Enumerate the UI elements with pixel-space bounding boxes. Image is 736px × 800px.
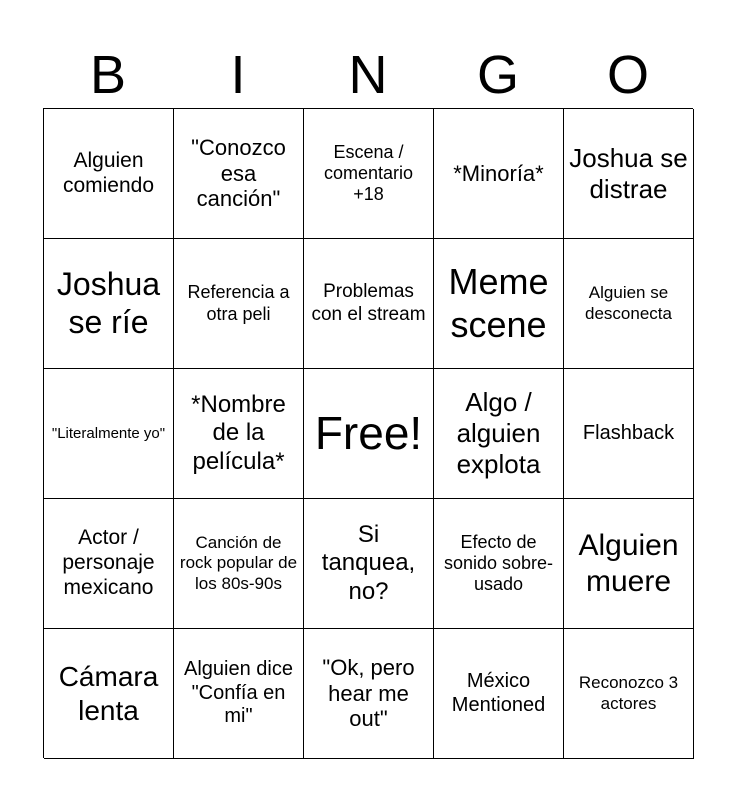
bingo-cell[interactable] — [434, 629, 564, 759]
cell-text: Meme scene — [448, 261, 549, 345]
bingo-cell[interactable] — [304, 629, 434, 759]
bingo-cell[interactable] — [174, 239, 304, 369]
bingo-cell[interactable] — [434, 109, 564, 239]
bingo-cell[interactable] — [44, 109, 174, 239]
bingo-cell[interactable] — [44, 369, 174, 499]
header-letter-o: O — [606, 45, 649, 105]
cell-text: Actor / personaje mexicano — [62, 526, 155, 599]
cell-text: *Nombre de la película* — [191, 391, 286, 475]
cell-text: Algo / alguien explota — [456, 387, 541, 479]
bingo-cell[interactable] — [434, 499, 564, 629]
bingo-cell[interactable] — [304, 239, 434, 369]
cell-text: Si tanquea, no? — [321, 521, 416, 605]
header-letter-i: I — [230, 45, 246, 105]
bingo-cell[interactable] — [174, 109, 304, 239]
bingo-cell[interactable] — [304, 499, 434, 629]
header-letter-n: N — [348, 45, 388, 105]
header-letter-g: G — [476, 45, 519, 105]
cell-text: Alguien se desconecta — [585, 283, 672, 323]
cell-text: "Literalmente yo" — [51, 424, 166, 442]
bingo-cell[interactable] — [174, 499, 304, 629]
cell-text: Joshua se distrae — [569, 142, 688, 204]
cell-text: "Conozco esa canción" — [191, 134, 286, 212]
cell-text: *Minoría* — [453, 160, 544, 186]
header-letter-b: B — [89, 45, 127, 105]
cell-text: Alguien comiendo — [62, 148, 155, 197]
cell-text: Reconozco 3 actores — [578, 673, 679, 713]
bingo-cell[interactable] — [564, 369, 694, 499]
cell-text: Cámara lenta — [58, 661, 159, 726]
bingo-header — [43, 42, 693, 108]
bingo-cell[interactable] — [44, 499, 174, 629]
cell-text: Efecto de sonido sobre-usado — [443, 531, 554, 595]
cell-text: Alguien muere — [578, 529, 679, 598]
bingo-cell[interactable] — [564, 239, 694, 369]
cell-text: Referencia a otra peli — [187, 282, 290, 324]
bingo-cell[interactable] — [564, 629, 694, 759]
bingo-cell[interactable] — [174, 369, 304, 499]
bingo-cell[interactable] — [44, 239, 174, 369]
cell-text: México Mentioned — [451, 669, 546, 716]
cell-text: "Ok, pero hear me out" — [322, 654, 415, 732]
bingo-board — [43, 108, 693, 758]
cell-text: Flashback — [582, 421, 675, 444]
cell-text: Canción de rock popular de los 80s-90s — [179, 533, 298, 593]
cell-text: Joshua se ríe — [56, 265, 161, 340]
free-space-text: Free! — [314, 407, 423, 460]
bingo-cell[interactable] — [434, 239, 564, 369]
bingo-cell[interactable] — [44, 629, 174, 759]
bingo-cell[interactable] — [564, 109, 694, 239]
bingo-cell[interactable] — [564, 499, 694, 629]
bingo-cell[interactable] — [304, 109, 434, 239]
cell-text: Problemas con el stream — [311, 281, 426, 325]
free-space-cell[interactable] — [304, 369, 434, 499]
cell-text: Escena / comentario +18 — [323, 141, 414, 205]
bingo-cell[interactable] — [174, 629, 304, 759]
cell-text: Alguien dice "Confía en mi" — [184, 658, 293, 728]
bingo-cell[interactable] — [434, 369, 564, 499]
